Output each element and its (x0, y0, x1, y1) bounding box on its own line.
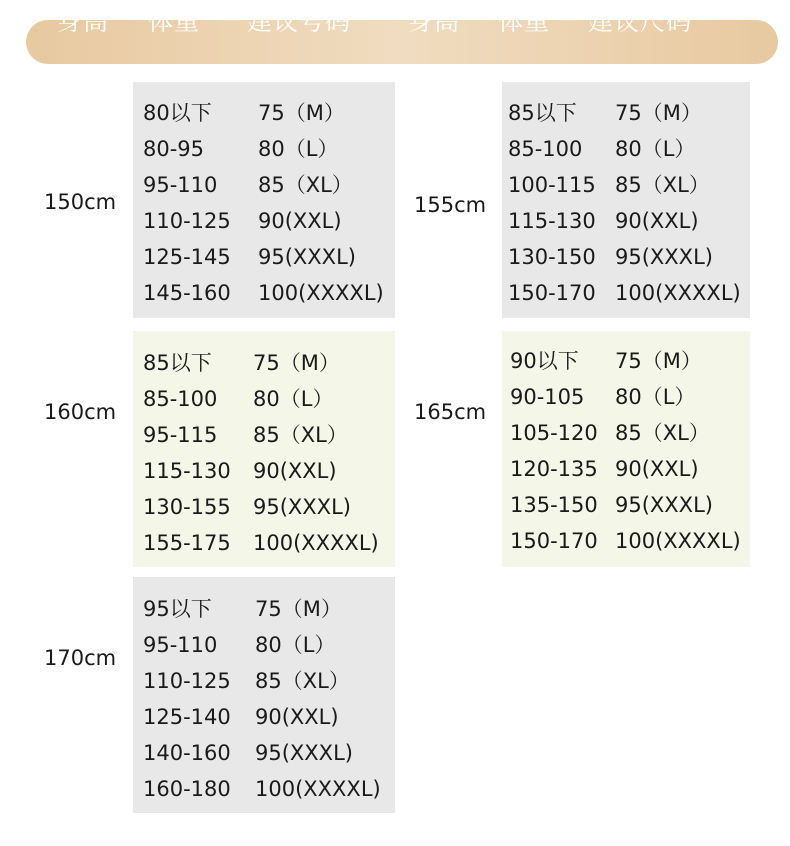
size-row (133, 525, 395, 561)
weight-cell: 145-160 (143, 281, 231, 305)
size-cell: 90(XXL) (253, 459, 337, 483)
weight-cell: 80-95 (143, 137, 205, 161)
size-row (133, 381, 395, 417)
size-row (133, 663, 395, 699)
size-row (502, 415, 750, 451)
size-row (502, 239, 750, 275)
size-row (133, 771, 395, 807)
weight-cell: 80以下 (143, 101, 212, 125)
weight-cell: 105-120 (510, 421, 598, 445)
weight-cell: 90以下 (510, 349, 579, 373)
size-row (133, 627, 395, 663)
weight-cell: 95-115 (143, 423, 218, 447)
size-row (133, 735, 395, 771)
size-card-165 (502, 331, 750, 567)
weight-cell: 95-110 (143, 633, 218, 657)
size-cell: 95(XXXL) (255, 741, 353, 765)
size-cell: 85（XL） (258, 173, 353, 197)
weight-cell: 110-125 (143, 209, 231, 233)
weight-cell: 120-135 (510, 457, 598, 481)
size-row (133, 167, 395, 203)
size-cell: 100(XXXXL) (255, 777, 381, 801)
weight-cell: 140-160 (143, 741, 231, 765)
size-row (133, 239, 395, 275)
size-cell: 75（M） (615, 349, 702, 373)
size-cell: 95(XXXL) (258, 245, 356, 269)
size-cell: 75（M） (255, 597, 342, 621)
weight-cell: 110-125 (143, 669, 231, 693)
size-row (502, 451, 750, 487)
weight-cell: 100-115 (508, 173, 596, 197)
weight-cell: 155-175 (143, 531, 231, 555)
height-label-160: 160cm (44, 400, 117, 424)
weight-cell: 85-100 (508, 137, 583, 161)
size-row (133, 95, 395, 131)
size-row (502, 95, 750, 131)
height-label-165: 165cm (414, 400, 487, 424)
weight-cell: 130-150 (508, 245, 596, 269)
size-row (133, 203, 395, 239)
size-row (133, 345, 395, 381)
height-label-170: 170cm (44, 646, 117, 670)
size-cell: 80（L） (255, 633, 336, 657)
size-row (133, 699, 395, 735)
header-height-label-right: 身高 (408, 7, 461, 36)
size-cell: 85（XL） (253, 423, 348, 447)
size-row (502, 131, 750, 167)
weight-cell: 85以下 (143, 351, 212, 375)
size-cell: 100(XXXXL) (258, 281, 384, 305)
size-row (502, 523, 750, 559)
size-cell: 95(XXXL) (615, 245, 713, 269)
header-weight-label-right: 体重 (498, 7, 551, 36)
size-card-160 (133, 331, 395, 567)
size-row (502, 275, 750, 311)
weight-cell: 125-145 (143, 245, 231, 269)
weight-cell: 115-130 (143, 459, 231, 483)
size-card-150 (133, 82, 395, 318)
weight-cell: 115-130 (508, 209, 596, 233)
size-row (502, 203, 750, 239)
size-cell: 90(XXL) (615, 209, 699, 233)
weight-cell: 125-140 (143, 705, 231, 729)
header-size-label-right: 建议尺码 (588, 7, 693, 36)
weight-cell: 130-155 (143, 495, 231, 519)
size-row (133, 275, 395, 311)
size-row (502, 167, 750, 203)
weight-cell: 90-105 (510, 385, 585, 409)
size-row (133, 591, 395, 627)
size-cell: 85（XL） (615, 173, 710, 197)
size-cell: 80（L） (253, 387, 334, 411)
header-height-label-left: 身高 (57, 7, 110, 36)
height-label-155: 155cm (414, 193, 487, 217)
size-cell: 75（M） (258, 101, 345, 125)
size-row (133, 417, 395, 453)
weight-cell: 160-180 (143, 777, 231, 801)
size-row (133, 131, 395, 167)
size-card-155 (502, 82, 750, 318)
weight-cell: 85-100 (143, 387, 218, 411)
size-cell: 90(XXL) (258, 209, 342, 233)
size-cell: 85（XL） (255, 669, 350, 693)
size-row (133, 453, 395, 489)
size-row (502, 343, 750, 379)
size-row (502, 379, 750, 415)
size-cell: 75（M） (615, 101, 702, 125)
size-cell: 90(XXL) (255, 705, 339, 729)
weight-cell: 150-170 (510, 529, 598, 553)
size-cell: 95(XXXL) (615, 493, 713, 517)
size-cell: 100(XXXXL) (615, 281, 741, 305)
size-cell: 80（L） (615, 385, 696, 409)
size-cell: 90(XXL) (615, 457, 699, 481)
weight-cell: 95以下 (143, 597, 212, 621)
size-cell: 80（L） (615, 137, 696, 161)
weight-cell: 95-110 (143, 173, 218, 197)
size-cell: 100(XXXXL) (253, 531, 379, 555)
weight-cell: 150-170 (508, 281, 596, 305)
size-cell: 95(XXXL) (253, 495, 351, 519)
size-card-170 (133, 577, 395, 813)
weight-cell: 85以下 (508, 101, 577, 125)
header-size-label-left: 建议号码 (247, 7, 352, 36)
size-row (133, 489, 395, 525)
header-weight-label-left: 体重 (148, 7, 201, 36)
size-cell: 100(XXXXL) (615, 529, 741, 553)
size-cell: 80（L） (258, 137, 339, 161)
size-cell: 85（XL） (615, 421, 710, 445)
size-row (502, 487, 750, 523)
height-label-150: 150cm (44, 190, 117, 214)
weight-cell: 135-150 (510, 493, 598, 517)
size-cell: 75（M） (253, 351, 340, 375)
